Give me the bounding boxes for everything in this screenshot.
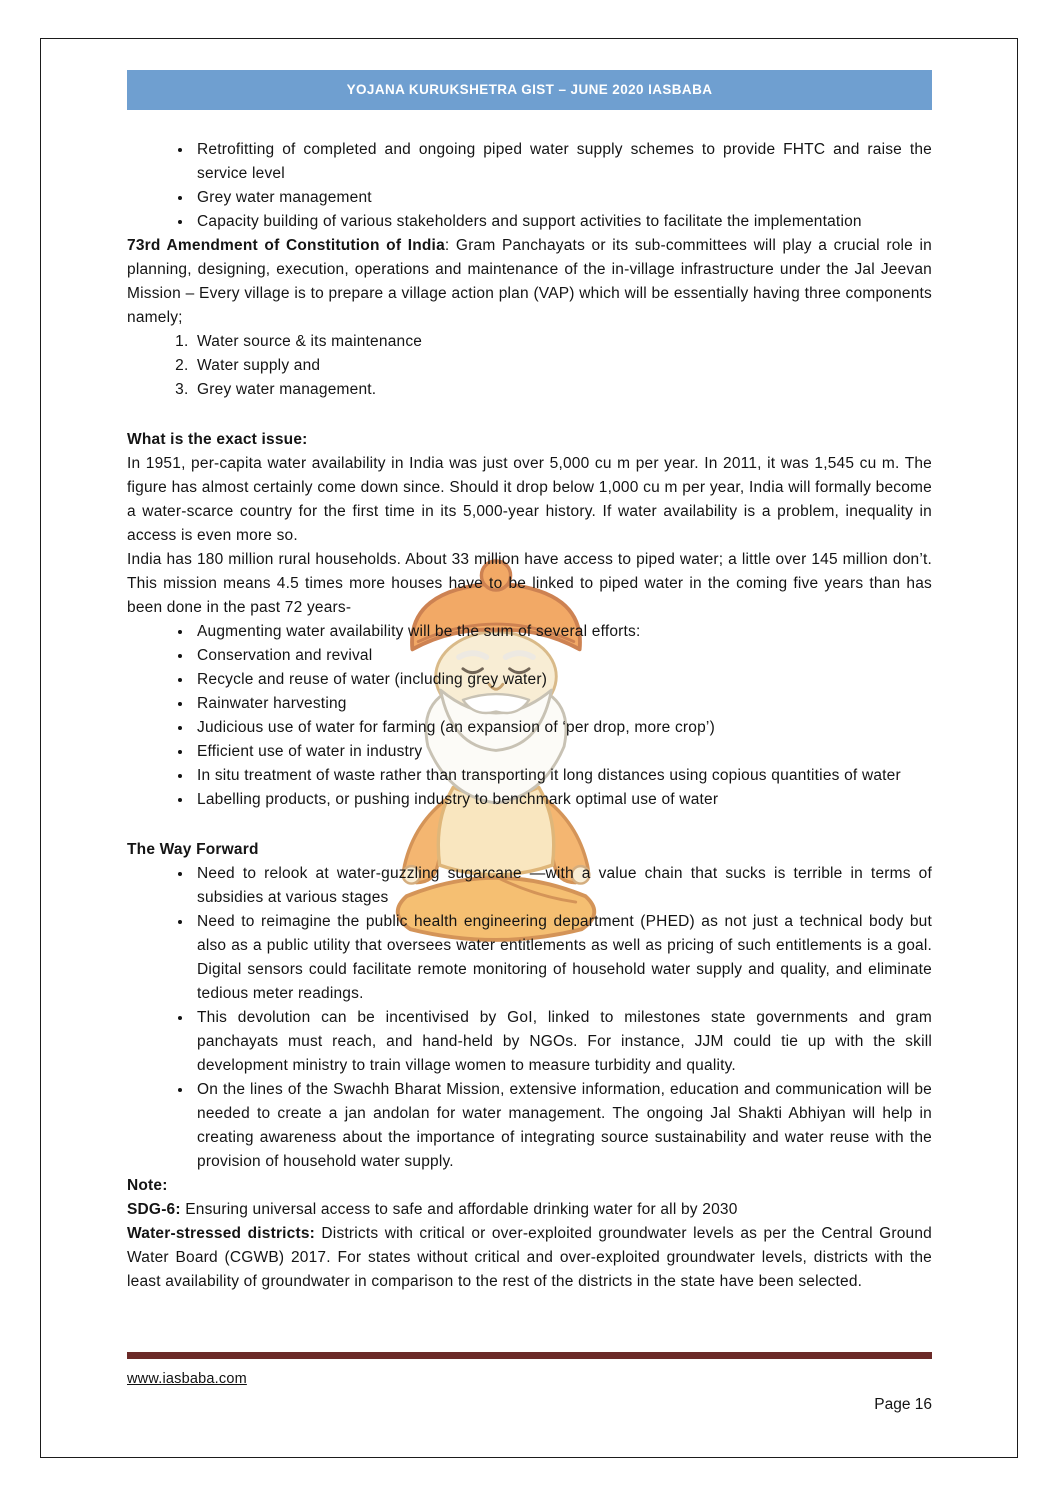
list-item: • Grey water management xyxy=(193,186,932,210)
page-number: Page 16 xyxy=(874,1396,932,1413)
list-item: • In situ treatment of waste rather than transporting it long distances using copious quantities of water xyxy=(193,764,932,788)
list-item: • Retrofitting of completed and ongoing piped water supply schemes to provide FHTC and raise the service level xyxy=(193,138,932,186)
list-item: • Labelling products, or pushing industry to benchmark optimal use of water xyxy=(193,788,932,812)
list-item: 1. Water source & its maintenance xyxy=(193,330,932,354)
list-item: • Conservation and revival xyxy=(193,644,932,668)
list-item: • Need to relook at water-guzzling sugarcane —with a value chain that sucks is terrible in terms of subsidies at various stages xyxy=(193,862,932,910)
sdg-paragraph xyxy=(127,1198,932,1222)
list-item: • Rainwater harvesting xyxy=(193,692,932,716)
list-item: 2. Water supply and xyxy=(193,354,932,378)
issue-paragraph-1: In 1951, per-capita water availability in India was just over 5,000 cu m per year. In 2011, it was 1,545 cu m. The figure has almost certainly come down since. Should it drop below 1,000 cu m per year, India will formally become a water-scarce country for the first time in its 5,000-year history. If water availability is a problem, inequality in access is even more so. xyxy=(127,455,932,544)
list-item: • On the lines of the Swachh Bharat Mission, extensive information, education and communication will be needed to create a jan andolan for water management. The ongoing Jal Shakti Abhiyan will help in creating awareness about the importance of integrating source sustainability and water reuse with the provision of household water supply. xyxy=(193,1078,932,1174)
list-item: • Need to reimagine the public health engineering department (PHED) as not just a technical body but also as a public utility that oversees water entitlements as well as pricing of such entitlements is a goal. Digital sensors could facilitate remote monitoring of household water supply and quality, and eliminate tedious meter readings. xyxy=(193,910,932,1006)
header-title: YOJANA KURUKSHETRA GIST – JUNE 2020 IASBABA xyxy=(346,82,713,97)
scheme-bullet-list xyxy=(127,138,932,234)
list-item: 3. Grey water management. xyxy=(193,378,932,402)
vertical-spacer xyxy=(127,812,932,838)
list-item: • This devolution can be incentivised by GoI, linked to milestones state governments and gram panchayats must reach, and hand-held by NGOs. For instance, JJM could tie up with the skill development ministry to train village women to measure turbidity and quality. xyxy=(193,1006,932,1078)
page-content xyxy=(127,70,932,1294)
website-link[interactable]: www.iasbaba.com xyxy=(127,1371,247,1387)
vap-components-list xyxy=(127,330,932,402)
amendment-rest: : Gram Panchayats or its sub-committees will play a crucial role in planning, designing, execution, operations and maintenance of the in-village infrastructure under the Jal Jeevan Mission – Every village is to prepare a village action plan (VAP) which will be essentially having three components namely; xyxy=(127,237,932,326)
list-item: • Capacity building of various stakeholders and support activities to facilitate the implementation xyxy=(193,210,932,234)
water-stressed-paragraph xyxy=(127,1222,932,1294)
vertical-spacer xyxy=(127,402,932,428)
list-item: • Efficient use of water in industry xyxy=(193,740,932,764)
efforts-bullet-list xyxy=(127,620,932,812)
sdg-rest: Ensuring universal access to safe and affordable drinking water for all by 2030 xyxy=(180,1201,738,1218)
issue-paragraph-2: India has 180 million rural households. About 33 million have access to piped water; a little over 145 million don’t. This mission means 4.5 times more houses have to be linked to piped water in the coming five years than has been done in the past 72 years- xyxy=(127,551,932,616)
page-footer xyxy=(127,1352,932,1414)
list-item: • Recycle and reuse of water (including grey water) xyxy=(193,668,932,692)
page-header-banner xyxy=(127,70,932,110)
water-stressed-lead: Water-stressed districts: xyxy=(127,1225,316,1242)
list-item: • Augmenting water availability will be the sum of several efforts: xyxy=(193,620,932,644)
amendment-paragraph xyxy=(127,234,932,330)
water-stressed-rest: Districts with critical or over-exploited groundwater levels as per the Central Ground Water Board (CGWB) 2017. For states without critical and over-exploited groundwater levels, districts with the least availability of groundwater in comparison to the rest of the districts in the state have been selected. xyxy=(127,1225,932,1290)
way-forward-bullet-list xyxy=(127,862,932,1174)
footer-divider xyxy=(127,1352,932,1359)
amendment-lead: 73rd Amendment of Constitution of India xyxy=(127,237,445,254)
note-label: Note: xyxy=(127,1177,168,1194)
sdg-lead: SDG-6: xyxy=(127,1201,181,1218)
issue-heading: What is the exact issue: xyxy=(127,431,308,448)
way-forward-heading: The Way Forward xyxy=(127,841,259,858)
list-item: • Judicious use of water for farming (an expansion of ‘per drop, more crop’) xyxy=(193,716,932,740)
